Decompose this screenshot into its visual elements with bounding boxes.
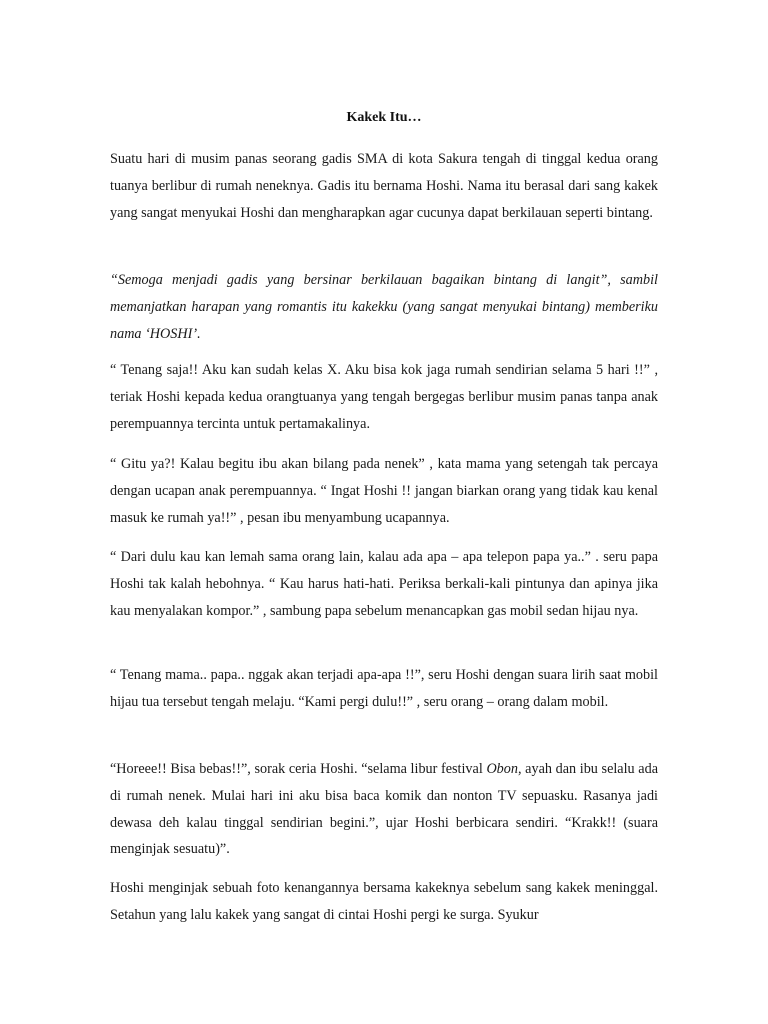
paragraph-5: “ Dari dulu kau kan lemah sama orang lain, kalau ada apa – apa telepon papa ya..” . seru papa Hoshi tak kalah hebohnya. “ Kau harus hati-hati. Periksa berkali-kali pintunya dan apinya jika kau menyalakan kompor.” , sambung papa sebelum menancapkan gas mobil sedan hijau nya.: [110, 549, 658, 619]
paragraph-4: “ Gitu ya?! Kalau begitu ibu akan bilang pada nenek” , kata mama yang setengah tak percaya dengan ucapan anak perempuannya. “ Ingat Hoshi !! jangan biarkan orang yang tidak kau kenal masuk ke rumah ya!!” , pesan ibu menyambung ucapannya.: [110, 456, 658, 526]
paragraph-6: “ Tenang mama.. papa.. nggak akan terjadi apa-apa !!”, seru Hoshi dengan suara lirih saat mobil hijau tua tersebut tengah melaju. “Kami pergi dulu!!” , seru orang – orang dalam mobil.: [110, 667, 658, 710]
paragraph-2-italic-quote: “Semoga menjadi gadis yang bersinar berkilauan bagaikan bintang di langit”, sambil memanjatkan harapan yang romantis itu kakekku (yang sangat menyukai bintang) memberiku nama ‘HOSHI’.: [110, 272, 658, 342]
paragraph-7-emphasis: Obon: [486, 761, 518, 777]
document-title: Kakek Itu…: [346, 110, 422, 125]
paragraph-1: Suatu hari di musim panas seorang gadis SMA di kota Sakura tengah di tinggal kedua orang tuanya berlibur di rumah neneknya. Gadis itu bernama Hoshi. Nama itu berasal dari sang kakek yang sangat menyukai Hoshi dan mengharapkan agar cucunya dapat berkilauan seperti bintang.: [110, 151, 658, 221]
paragraph-3: “ Tenang saja!! Aku kan sudah kelas X. Aku bisa kok jaga rumah sendirian selama 5 hari !!” , teriak Hoshi kepada kedua orangtuanya yang tengah bergegas berlibur musim panas tanpa anak perempuannya tercinta untuk pertamakalinya.: [110, 362, 658, 432]
paragraph-8: Hoshi menginjak sebuah foto kenangannya bersama kakeknya sebelum sang kakek meninggal. Setahun yang lalu kakek yang sangat di cintai Hoshi pergi ke surga. Syukur: [110, 880, 658, 923]
paragraph-7: [110, 756, 658, 863]
paragraph-7-after: , ayah dan ibu selalu ada di rumah nenek. Mulai hari ini aku bisa baca komik dan nonton TV sepuasku. Rasanya jadi dewasa deh kalau tinggal sendirian begini.”, ujar Hoshi berbicara sendiri. “Krakk!! (suara menginjak sesuatu)”.: [110, 761, 658, 858]
paragraph-7-before: “Horeee!! Bisa bebas!!”, sorak ceria Hoshi. “selama libur festival: [110, 761, 487, 777]
